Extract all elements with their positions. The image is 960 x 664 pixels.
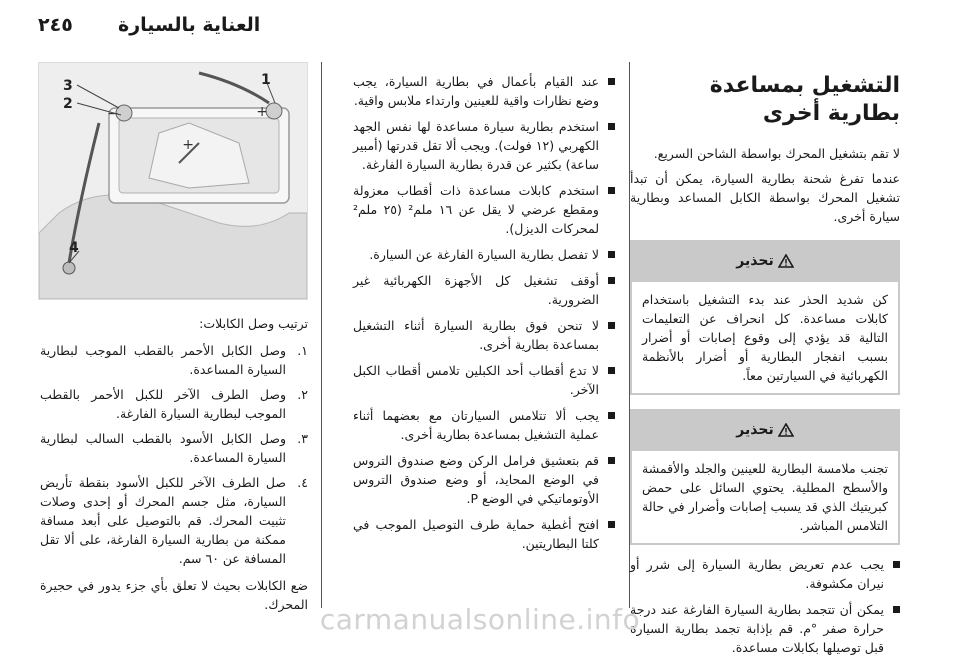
warning-text: كن شديد الحذر عند بدء التشغيل باستخدام كابلات مساعدة. كل انحراف عن التعليمات التالية قد يؤدي إلى وقوع إصابات أو أضرار بسبب انفجار البطارية أو أضرار بالأنظمة الكهربائية في السيارتين معاً. <box>630 282 900 395</box>
list-item <box>40 385 308 423</box>
list-item: يمكن أن تتجمد بطارية السيارة الفارغة عند درجة حرارة صفر °م. قم بإذابة تجمد بطارية السيارة قبل توصيلها بكابلات مساعدة. <box>630 600 900 657</box>
column-divider <box>321 62 322 608</box>
list-item <box>40 429 308 467</box>
figure-label: 4 <box>69 240 79 256</box>
steps-heading: ترتيب وصل الكابلات: <box>199 316 308 331</box>
warning-box <box>630 240 900 395</box>
left-column <box>40 62 308 620</box>
step-text: وصل الكابل الأسود بالقطب السالب لبطارية السيارة المساعدة. <box>40 431 286 465</box>
step-number: ٢. <box>297 387 308 402</box>
list-item: استخدم كابلات مساعدة ذات أقطاب معزولة ومقطع عرضي لا يقل عن ١٦ ملم² (٢٥ ملم² لمحركات الديزل). <box>353 181 615 238</box>
step-text: وصل الكابل الأحمر بالقطب الموجب لبطارية السيارة المساعدة. <box>40 343 286 377</box>
warning-label: تحذير <box>736 421 774 438</box>
step-number: ١. <box>297 343 308 358</box>
list-item: عند القيام بأعمال في بطارية السيارة، يجب وضع نظارات واقية للعينين وارتداء ملابس واقية. <box>353 72 615 110</box>
page-header-title: العناية بالسيارة <box>118 14 261 36</box>
list-item: لا تفصل بطارية السيارة الفارغة عن السيارة. <box>353 245 615 264</box>
figure-label: 2 <box>63 96 73 112</box>
list-item: افتح أغطية حماية طرف التوصيل الموجب في كلتا البطاريتين. <box>353 515 615 553</box>
step-text: صل الطرف الآخر للكبل الأسود بنقطة تأريض السيارة، مثل جسم المحرك أو إحدى وصلات تثبيت المحرك. قم بالتوصيل على أبعد مسافة ممكنة من بطارية السيارة الفارغة، على ألا تقل المسافة عن ٦٠ سم. <box>40 475 286 566</box>
intro-paragraph: لا تقم بتشغيل المحرك بواسطة الشاحن السريع. <box>653 146 900 161</box>
warning-label: تحذير <box>736 252 774 269</box>
list-item: يجب ألا تتلامس السيارتان مع بعضهما أثناء عملية التشغيل بمساعدة بطارية أخرى. <box>353 406 615 444</box>
list-item: أوقف تشغيل كل الأجهزة الكهربائية غير الضرورية. <box>353 271 615 309</box>
steps-list <box>40 341 308 568</box>
list-item: لا تنحن فوق بطارية السيارة أثناء التشغيل بمساعدة بطارية أخرى. <box>353 316 615 354</box>
warning-header <box>630 409 900 451</box>
figure-label: 3 <box>63 78 73 94</box>
warning-text: تجنب ملامسة البطارية للعينين والجلد والأقمشة والأسطح المطلية. يحتوي السائل على حمض كبريتيك الذي قد يسبب إصابات وأضرار في حالة التلامس المباشر. <box>630 451 900 545</box>
list-item: استخدم بطارية سيارة مساعدة لها نفس الجهد الكهربي (١٢ فولت). ويجب ألا تقل قدرتها (أمبير ساعة) بكثير عن قدرة بطارية السيارة الفارغة. <box>353 117 615 174</box>
svg-text:+: + <box>256 104 268 120</box>
warning-box <box>630 409 900 545</box>
svg-text:+: + <box>182 137 194 153</box>
warning-triangle-icon <box>778 254 794 268</box>
figure-label: 1 <box>261 72 271 88</box>
step-text: وصل الطرف الآخر للكبل الأحمر بالقطب الموجب لبطارية السيارة الفارغة. <box>40 387 286 421</box>
intro-paragraph: عندما تفرغ شحنة بطارية السيارة، يمكن أن تبدأ تشغيل المحرك بواسطة الكابل المساعد وبطارية سيارة أخرى. <box>630 171 900 224</box>
list-item <box>40 473 308 568</box>
right-column <box>630 62 900 664</box>
page-number: ٢٤٥ <box>38 14 73 36</box>
battery-jumpstart-figure <box>38 62 308 300</box>
section-title: التشغيل بمساعدة بطارية أخرى <box>709 73 900 126</box>
list-item: لا تدع أقطاب أحد الكبلين تلامس أقطاب الكبل الآخر. <box>353 361 615 399</box>
svg-text:−: − <box>107 106 119 122</box>
page-header <box>0 12 960 42</box>
watermark: carmanualsonline.info <box>319 603 641 636</box>
middle-column <box>353 62 615 560</box>
warning-header <box>630 240 900 282</box>
step-number: ٣. <box>297 431 308 446</box>
step-number: ٤. <box>297 475 308 490</box>
bullet-list <box>353 72 615 553</box>
engine-bay-illustration <box>39 63 307 299</box>
closing-note: ضع الكابلات بحيث لا تعلق بأي جزء يدور في حجيرة المحرك. <box>40 578 308 612</box>
list-item: يجب عدم تعريض بطارية السيارة إلى شرر أو نيران مكشوفة. <box>630 555 900 593</box>
list-item <box>40 341 308 379</box>
warning-triangle-icon <box>778 423 794 437</box>
list-item: قم بتعشيق فرامل الركن وضع صندوق التروس في الوضع المحايد، أو وضع صندوق التروس الأوتوماتيكي في الوضع P. <box>353 451 615 508</box>
